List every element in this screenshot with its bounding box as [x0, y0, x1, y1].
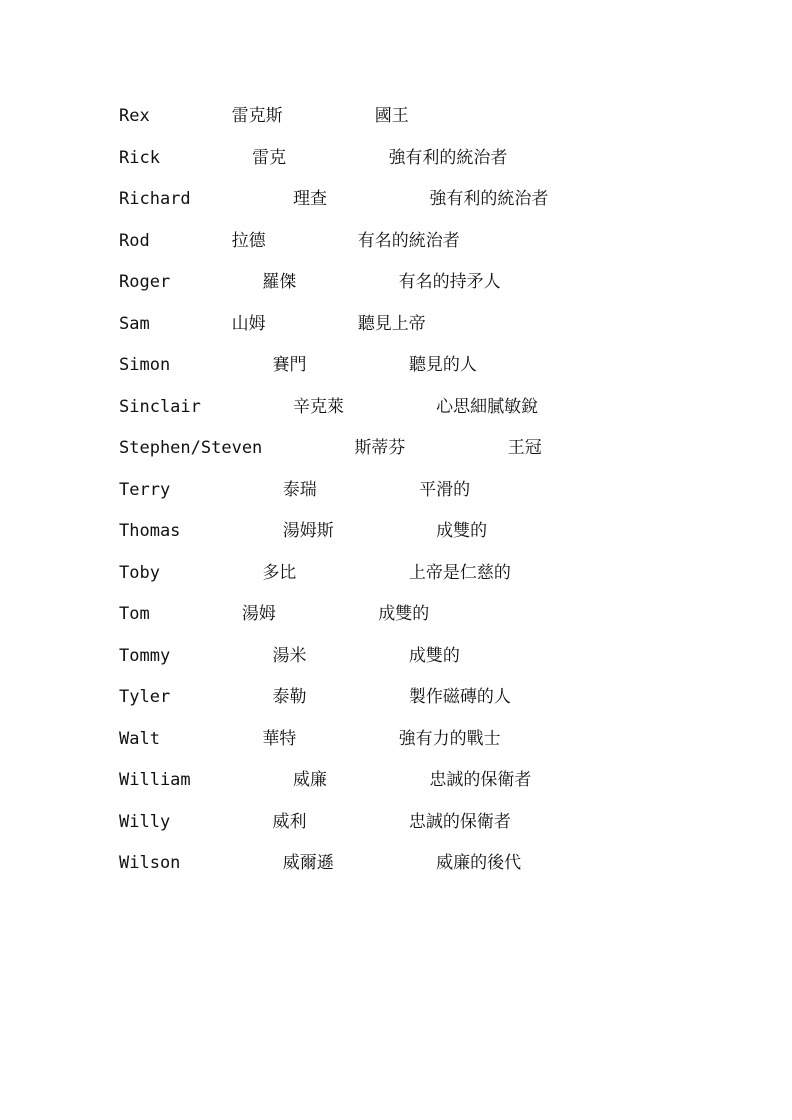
english-name: Walt — [119, 728, 160, 749]
english-name: Tyler — [119, 687, 171, 707]
chinese-name: 威利 — [272, 811, 307, 832]
list-item — [119, 681, 548, 723]
chinese-name: 泰瑞 — [282, 479, 317, 500]
chinese-name: 斯蒂芬 — [354, 438, 406, 458]
list-item — [119, 515, 548, 557]
list-item — [119, 557, 548, 599]
english-name: Willy — [119, 811, 171, 832]
name-meaning: 國王 — [374, 106, 409, 126]
english-name: William — [119, 770, 191, 790]
english-name: Tommy — [119, 645, 171, 666]
name-meaning: 強有力的戰士 — [398, 728, 501, 749]
chinese-name: 湯姆斯 — [282, 521, 334, 541]
name-meaning: 上帝是仁慈的 — [408, 562, 511, 583]
chinese-name: 辛克萊 — [293, 396, 345, 417]
name-meaning: 王冠 — [507, 438, 542, 458]
list-item — [119, 764, 548, 806]
english-name: Tom — [119, 604, 150, 624]
chinese-name: 湯姆 — [241, 604, 276, 624]
name-list — [119, 100, 548, 889]
chinese-name: 拉德 — [231, 230, 266, 251]
name-meaning: 威廉的後代 — [436, 853, 522, 873]
english-name: Stephen/Steven — [119, 438, 263, 458]
english-name: Toby — [119, 562, 160, 583]
name-meaning: 強有利的統治者 — [388, 147, 508, 168]
list-item — [119, 349, 548, 391]
chinese-name: 華特 — [262, 728, 297, 749]
list-item — [119, 100, 548, 142]
chinese-name: 雷克斯 — [231, 106, 283, 126]
name-meaning: 忠誠的保衛者 — [429, 770, 532, 790]
name-meaning: 聽見上帝 — [357, 313, 426, 334]
chinese-name: 羅傑 — [262, 272, 297, 292]
name-meaning: 平滑的 — [419, 479, 471, 500]
chinese-name: 泰勒 — [272, 687, 307, 707]
list-item — [119, 432, 548, 474]
name-meaning: 成雙的 — [378, 604, 430, 624]
english-name: Thomas — [119, 521, 181, 541]
list-item — [119, 598, 548, 640]
english-name: Simon — [119, 355, 171, 375]
name-meaning: 聽見的人 — [408, 355, 477, 375]
english-name: Wilson — [119, 853, 181, 873]
name-meaning: 有名的持矛人 — [398, 272, 501, 292]
chinese-name: 威廉 — [293, 770, 328, 790]
list-item — [119, 308, 548, 350]
list-item — [119, 806, 548, 848]
chinese-name: 山姆 — [231, 313, 266, 334]
name-meaning: 成雙的 — [408, 645, 460, 666]
list-item — [119, 142, 548, 184]
chinese-name: 賽門 — [272, 355, 307, 375]
name-meaning: 心思細膩敏銳 — [436, 396, 539, 417]
list-item — [119, 266, 548, 308]
english-name: Richard — [119, 189, 191, 209]
list-item — [119, 225, 548, 267]
name-meaning: 製作磁磚的人 — [408, 687, 511, 707]
name-meaning: 強有利的統治者 — [429, 189, 549, 209]
name-meaning: 忠誠的保衛者 — [408, 811, 511, 832]
chinese-name: 理查 — [293, 189, 328, 209]
english-name: Sinclair — [119, 396, 201, 417]
chinese-name: 威爾遜 — [282, 853, 334, 873]
list-item — [119, 391, 548, 433]
english-name: Sam — [119, 313, 150, 334]
english-name: Rick — [119, 147, 160, 168]
chinese-name: 湯米 — [272, 645, 307, 666]
list-item — [119, 723, 548, 765]
english-name: Terry — [119, 479, 171, 500]
chinese-name: 雷克 — [252, 147, 287, 168]
english-name: Roger — [119, 272, 171, 292]
list-item — [119, 847, 548, 889]
list-item — [119, 474, 548, 516]
list-item — [119, 183, 548, 225]
name-meaning: 成雙的 — [436, 521, 488, 541]
chinese-name: 多比 — [262, 562, 297, 583]
english-name: Rod — [119, 230, 150, 251]
list-item — [119, 640, 548, 682]
name-meaning: 有名的統治者 — [357, 230, 460, 251]
english-name: Rex — [119, 106, 150, 126]
